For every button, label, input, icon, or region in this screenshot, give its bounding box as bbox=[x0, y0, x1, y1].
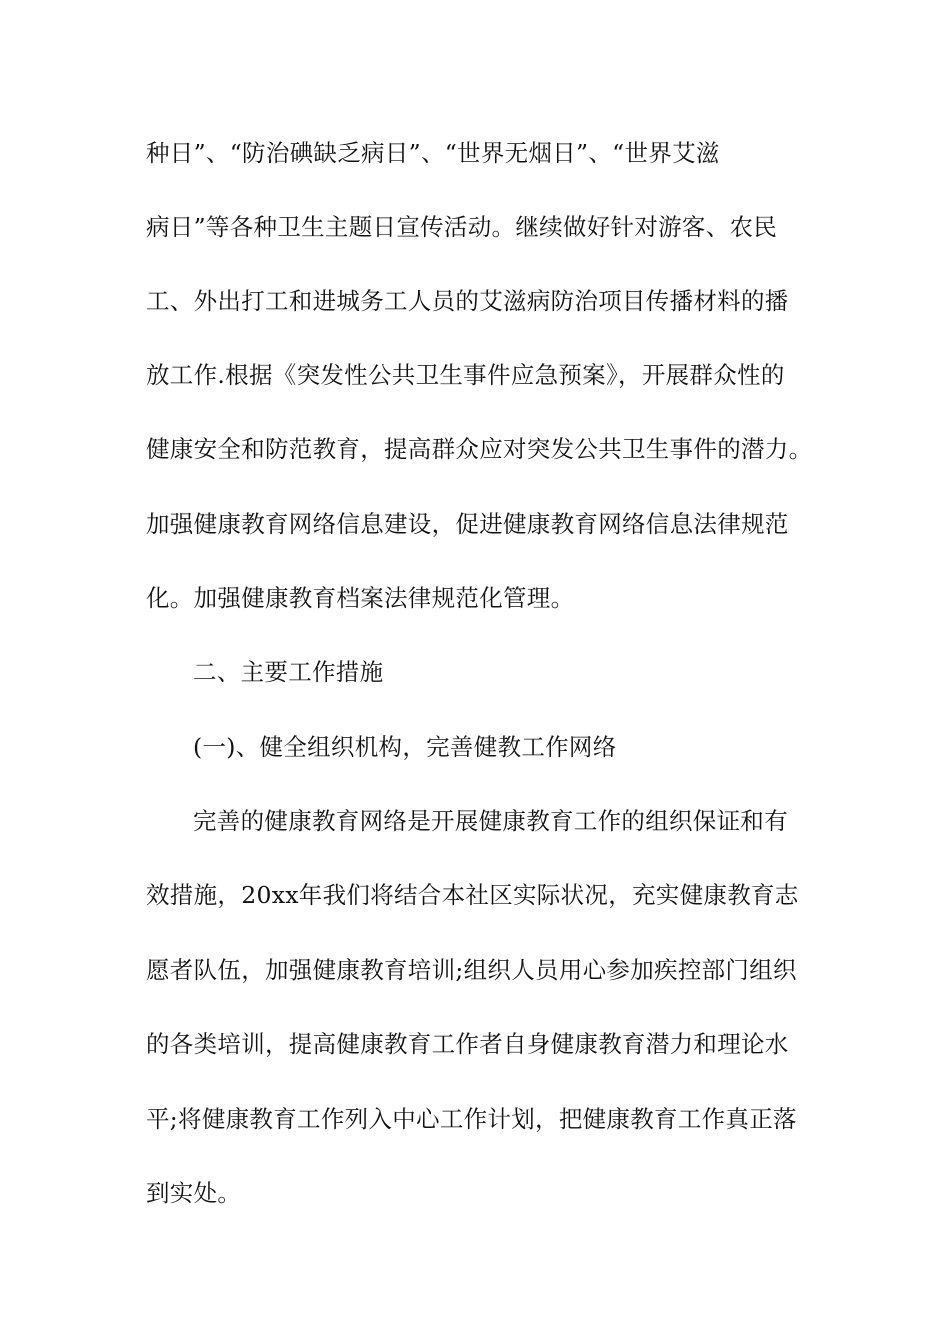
paragraph-line: 化。加强健康教育档案法律规范化管理。 bbox=[146, 584, 575, 612]
paragraph-line: 病日”等各种卫生主题日宣传活动。继续做好针对游客、农民 bbox=[146, 213, 778, 241]
paragraph-line: 工、外出打工和进城务工人员的艾滋病防治项目传播材料的播 bbox=[146, 287, 789, 315]
paragraph-line: 的各类培训，提高健康教育工作者自身健康教育潜力和理论水 bbox=[146, 1030, 789, 1058]
paragraph-line: 愿者队伍，加强健康教育培训;组织人员用心参加疾控部门组织 bbox=[146, 956, 797, 984]
paragraph-line: 种日”、“防治碘缺乏病日”、“世界无烟日”、“世界艾滋 bbox=[146, 139, 720, 167]
paragraph-line: 完善的健康教育网络是开展健康教育工作的组织保证和有 bbox=[193, 807, 788, 835]
paragraph-line: 效措施，20xx年我们将结合本社区实际状况，充实健康教育志 bbox=[146, 881, 799, 909]
paragraph-line: 平;将健康教育工作列入中心工作计划，把健康教育工作真正落 bbox=[146, 1105, 797, 1133]
paragraph-line: 放工作.根据《突发性公共卫生事件应急预案》，开展群众性的 bbox=[146, 361, 785, 389]
subsection-heading: (一)、健全组织机构，完善健教工作网络 bbox=[193, 733, 617, 761]
paragraph-line: 加强健康教育网络信息建设，促进健康教育网络信息法律规范 bbox=[146, 510, 789, 538]
section-heading: 二、主要工作措施 bbox=[193, 658, 384, 686]
paragraph-line: 到实处。 bbox=[146, 1179, 242, 1207]
paragraph-line: 健康安全和防范教育，提高群众应对突发公共卫生事件的潜力。 bbox=[146, 435, 813, 463]
